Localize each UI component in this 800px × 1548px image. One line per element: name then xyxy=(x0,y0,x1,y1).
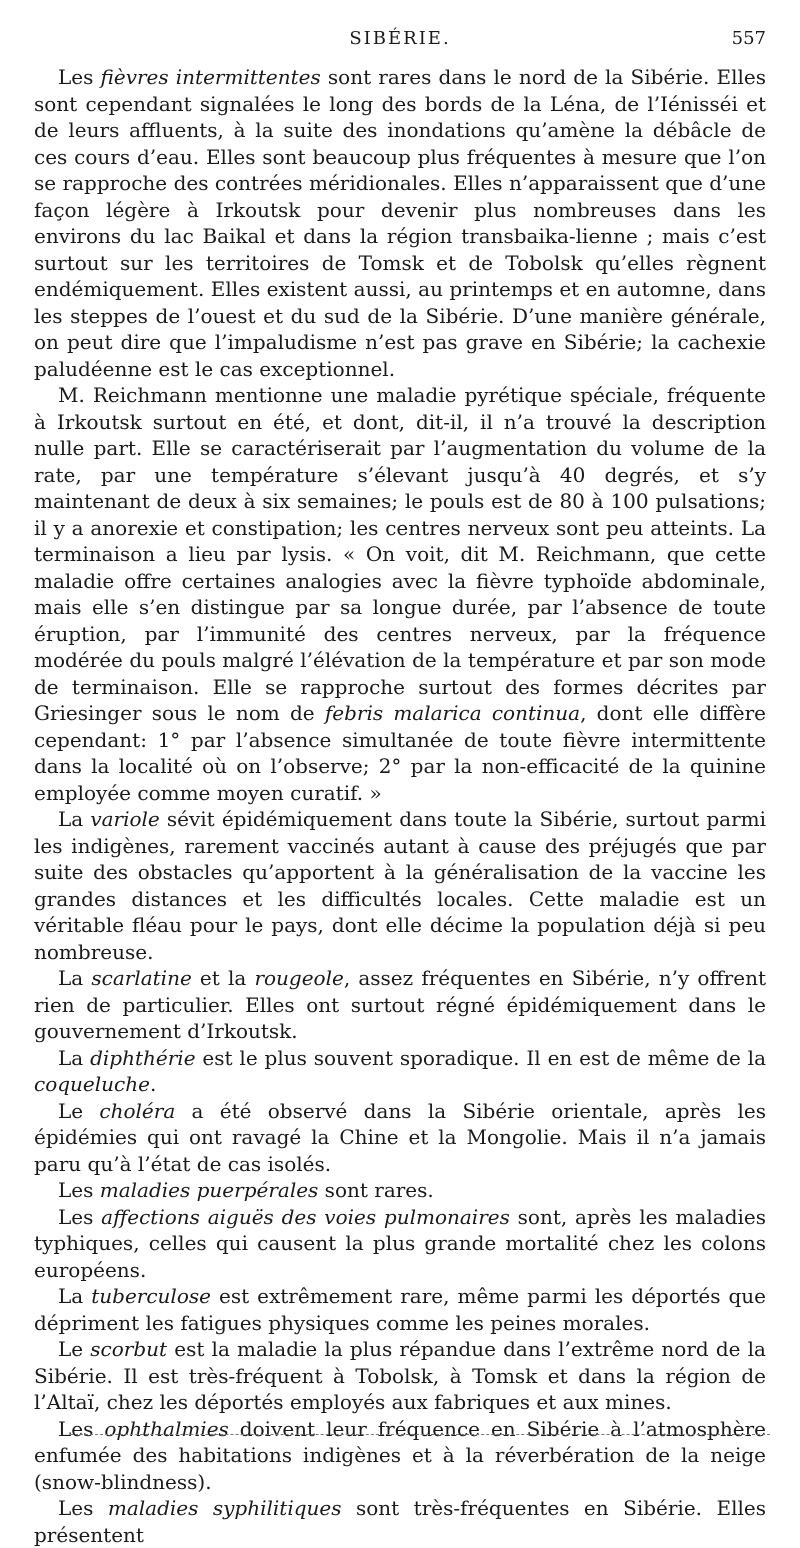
italic-term: affections aiguës des voies pulmonaires xyxy=(101,1204,510,1229)
text-run: Les xyxy=(58,1204,102,1229)
italic-term: scarlatine xyxy=(91,966,192,990)
italic-term: febris malarica continua xyxy=(324,701,581,725)
text-run: M. Reichmann mentionne une maladie pyrétique spéciale, fréquente à Irkoutsk surtout en été, et dont, dit-il, il n’a trouvé la description nulle part. Elle se caractériserait par l’augmentation du volume de la rate, par une température s’élevant jusqu’à 40 degrés, et s’y maintenant de deux à six semaines; le pouls est de 80 à 100 pulsations; il y a anorexie et constipation; les centres nerveux sont peu atteints. La terminaison a lieu par lysis. « On voit, dit M. Reichmann, que cette maladie offre certaines analogies avec la fièvre typhoïde abdominale, mais elle s’en distingue par sa longue durée, par l’absence de toute éruption, par l’immunité des centres nerveux, par la fréquence modérée du pouls malgré l’élévation de la température et par son mode de terminaison. Elle se rapproche surtout des formes décrites par Griesinger sous le nom de xyxy=(34,383,766,725)
italic-term: ophthalmies xyxy=(104,1416,229,1441)
text-run: La xyxy=(58,807,91,831)
text-run: est la maladie la plus répandue dans l’extrême nord de la Sibérie. Il est très-fréquent à Tobolsk, à Tomsk et dans la région de l’Altaï, chez les déportés employés aux fabriques et aux mines. xyxy=(34,1337,766,1414)
italic-term: scorbut xyxy=(90,1337,168,1361)
paragraph xyxy=(34,1204,766,1284)
text-run: La xyxy=(58,1284,92,1308)
text-run: Les xyxy=(58,65,101,89)
italic-term: maladies syphilitiques xyxy=(107,1496,342,1520)
italic-term: diphthérie xyxy=(90,1045,196,1070)
paragraph xyxy=(34,1098,766,1178)
text-run: Les xyxy=(58,1496,108,1520)
text-run: et la xyxy=(191,966,255,990)
running-title: SIBÉRIE. xyxy=(349,28,451,49)
body-text xyxy=(34,64,766,1548)
text-run: La xyxy=(58,1045,91,1070)
text-run: sont, après les maladies typhiques, celles qui causent la plus grande mortalité chez les colons européens. xyxy=(34,1204,766,1282)
italic-term: tuberculose xyxy=(91,1284,211,1308)
paragraph xyxy=(34,1495,766,1548)
italic-term: variole xyxy=(90,807,160,831)
text-run: sont rares dans le nord de la Sibérie. Elles sont cependant signalées le long des bords de la Léna, de l’Iénisséi et de leurs affluents, à la suite des inondations qu’amène la débâcle de ces cours d’eau. Elles sont beaucoup plus fréquentes à mesure que l’on se rapproche des contrées méridionales. Elles n’apparaissent que d’une façon légère à Irkoutsk pour devenir plus nombreuses dans les environs du lac Baikal et dans la région transbaika-lienne ; mais c’est surtout sur les territoires de Tomsk et de Tobolsk qu’elles règnent endémiquement. Elles existent aussi, au printemps et en automne, dans les steppes de l’ouest et du sud de la Sibérie. D’une manière générale, on peut dire que l’impaludisme n’est pas grave en Sibérie; la cachexie paludéenne est le cas exceptionnel. xyxy=(34,65,766,381)
text-run: La xyxy=(58,966,92,990)
paragraph xyxy=(34,806,766,965)
text-run: sévit épidémiquement dans toute la Sibérie, surtout parmi les indigènes, rarement vaccinés autant à cause des préjugés que par suite des obstacles qu’apportent à la généralisation de la vaccine les grandes distances et les difficultés locales. Cette maladie est un véritable fléau pour le pays, dont elle décime la population déjà si peu nombreuse. xyxy=(34,807,766,964)
paragraph xyxy=(34,1336,766,1416)
text-run: sont rares. xyxy=(318,1178,434,1202)
italic-term: coqueluche xyxy=(34,1072,150,1096)
text-run: Les xyxy=(58,1178,100,1202)
text-run: est le plus souvent sporadique. Il en est de même de la xyxy=(195,1045,767,1070)
italic-term: rougeole xyxy=(254,966,344,990)
text-run: sont très-fréquentes en Sibérie. Elles présentent xyxy=(34,1496,766,1547)
bottom-rule xyxy=(70,1434,770,1435)
running-head xyxy=(34,28,766,56)
text-run: a été observé dans la Sibérie orientale, après les épidémies qui ont ravagé la Chine et la Mongolie. Mais il n’a jamais paru qu’à l’état de cas isolés. xyxy=(34,1098,766,1176)
italic-term: maladies puerpérales xyxy=(99,1178,319,1202)
text-run: Le xyxy=(58,1098,100,1123)
italic-term: fièvres intermittentes xyxy=(100,65,321,89)
paragraph xyxy=(34,382,766,806)
text-run: Le xyxy=(58,1337,91,1361)
paragraph xyxy=(34,1283,766,1336)
text-run: . xyxy=(149,1072,157,1096)
page-number: 557 xyxy=(731,28,766,49)
text-run: doivent leur fréquence en Sibérie à l’atmosphère enfumée des habitations indigènes et à la réverbération de la neige (snow-blindness). xyxy=(34,1416,766,1494)
paragraph xyxy=(34,1416,766,1496)
text-run: Les xyxy=(58,1416,105,1441)
page xyxy=(34,28,767,1547)
paragraph xyxy=(34,965,766,1045)
text-run: , assez fréquentes en Sibérie, n’y offrent rien de particulier. Elles ont surtout régné épidémiquement dans le gouvernement d’Irkoutsk. xyxy=(34,966,766,1043)
italic-term: choléra xyxy=(99,1098,176,1123)
paragraph xyxy=(34,64,766,382)
paragraph xyxy=(34,1177,766,1204)
text-run: est extrêmement rare, même parmi les déportés que dépriment les fatigues physiques comme les peines morales. xyxy=(34,1284,767,1335)
paragraph xyxy=(34,1045,766,1098)
text-run: , dont elle diffère cependant: 1° par l’absence simultanée de toute fièvre intermittente dans la localité où on l’observe; 2° par la non-efficacité de la quinine employée comme moyen curatif. » xyxy=(34,701,766,805)
